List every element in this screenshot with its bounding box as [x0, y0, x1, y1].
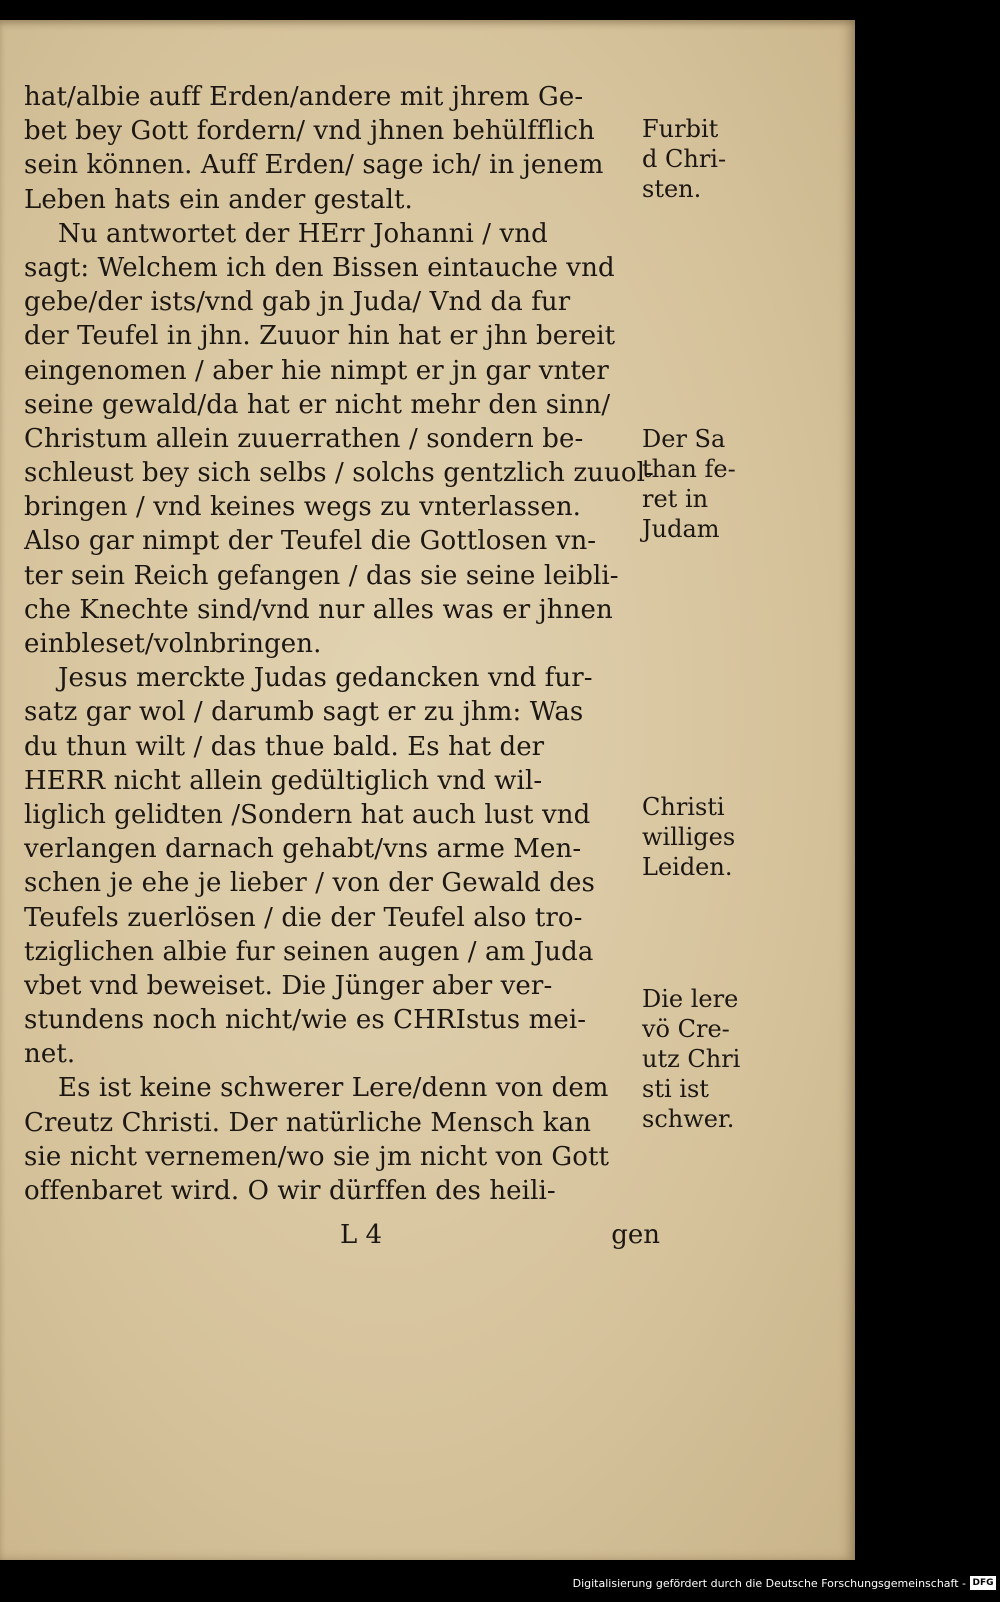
text-line: hat/albie auff Erden/andere mit jhrem Ge- — [24, 82, 584, 112]
footer-credit: Digitalisierung gefördert durch die Deutsche Forschungsgemeinschaft - — [572, 1577, 966, 1590]
marginal-line: ret in — [642, 485, 709, 513]
signature-mark: L 4 — [340, 1220, 383, 1250]
digitization-footer — [0, 1566, 1000, 1602]
text-line: eingenomen / aber hie nimpt er jn gar vnter — [24, 355, 609, 386]
text-line: tziglichen albie fur seinen augen / am Juda — [24, 936, 594, 967]
text-line: Christum allein zuuerrathen / sondern be- — [24, 423, 584, 454]
marginal-line: Die lere — [642, 985, 739, 1013]
text-line: sie nicht vernemen/wo sie jm nicht von Gott — [24, 1141, 610, 1172]
text-line: Teufels zuerlösen / die der Teufel also tro- — [24, 902, 583, 933]
marginal-note-lere — [642, 984, 772, 1134]
catchword: gen — [611, 1220, 660, 1250]
marginal-line: williges — [642, 823, 736, 851]
text-line: stundens noch nicht/wie es CHRIstus mei- — [24, 1005, 587, 1036]
marginal-line: Judam — [642, 515, 720, 543]
book-page — [0, 20, 855, 1560]
text-line: der Teufel in jhn. Zuuor hin hat er jhn bereit — [24, 321, 616, 352]
text-line: gebe/der ists/vnd gab jn Juda/ Vnd da fur — [24, 287, 571, 318]
marginal-line: Der Sa — [642, 425, 726, 453]
marginal-line: sti ist — [642, 1075, 709, 1103]
text-line: Creutz Christi. Der natürliche Mensch kan — [24, 1107, 592, 1138]
text-line: che Knechte sind/vnd nur alles was er jhnen — [24, 594, 613, 625]
marginal-line: Furbit — [642, 115, 719, 143]
signature-line — [340, 1220, 660, 1254]
dfg-logo: DFG — [970, 1576, 996, 1590]
text-line: offenbaret wird. O wir dürffen des heili- — [24, 1176, 556, 1206]
marginal-line: sten. — [642, 175, 702, 203]
text-line: HERR nicht allein gedültiglich vnd wil- — [24, 765, 543, 796]
text-line: net. — [24, 1039, 76, 1070]
text-line: ter sein Reich gefangen / das sie seine leibli- — [24, 560, 619, 591]
text-line: Also gar nimpt der Teufel die Gottlosen vn- — [24, 526, 597, 557]
marginal-line: Leiden. — [642, 853, 733, 881]
text-line: einbleset/volnbringen. — [24, 629, 322, 659]
text-line: sagt: Welchem ich den Bissen eintauche vnd — [24, 252, 615, 283]
marginal-line: d Chri- — [642, 145, 727, 173]
text-line: sein können. Auff Erden/ sage ich/ in jenem — [24, 150, 604, 181]
text-line: liglich gelidten /Sondern hat auch lust vnd — [24, 799, 591, 830]
body-text — [24, 80, 660, 1208]
text-line: Es ist keine schwerer Lere/denn von dem — [58, 1073, 609, 1104]
marginal-line: than fe- — [642, 455, 736, 483]
text-line: seine gewald/da hat er nicht mehr den sinn/ — [24, 389, 611, 420]
text-line: verlangen darnach gehabt/vns arme Men- — [24, 834, 582, 865]
marginal-line: Christi — [642, 793, 725, 821]
text-line: du thun wilt / das thue bald. Es hat der — [24, 731, 545, 762]
text-line: schen je ehe je lieber / von der Gewald des — [24, 868, 595, 899]
text-line: Nu antwortet der HErr Johanni / vnd — [58, 218, 548, 249]
marginal-line: utz Chri — [642, 1045, 741, 1073]
text-line: bringen / vnd keines wegs zu vnterlassen. — [24, 492, 582, 523]
text-line: vbet vnd beweiset. Die Jünger aber ver- — [24, 970, 553, 1001]
text-line: Jesus merckte Judas gedancken vnd fur- — [58, 663, 593, 694]
marginal-note-leiden — [642, 792, 772, 882]
text-line: bet bey Gott fordern/ vnd jhnen behülfflich — [24, 116, 595, 147]
text-line: Leben hats ein ander gestalt. — [24, 184, 413, 215]
marginal-note-furbit — [642, 114, 772, 204]
marginal-line: schwer. — [642, 1105, 735, 1133]
text-line: schleust bey sich selbs / solchs gentzlich zuuol- — [24, 458, 654, 489]
marginal-note-sathan — [642, 424, 772, 544]
marginal-line: vö Cre- — [642, 1015, 730, 1043]
text-line: satz gar wol / darumb sagt er zu jhm: Was — [24, 697, 584, 728]
